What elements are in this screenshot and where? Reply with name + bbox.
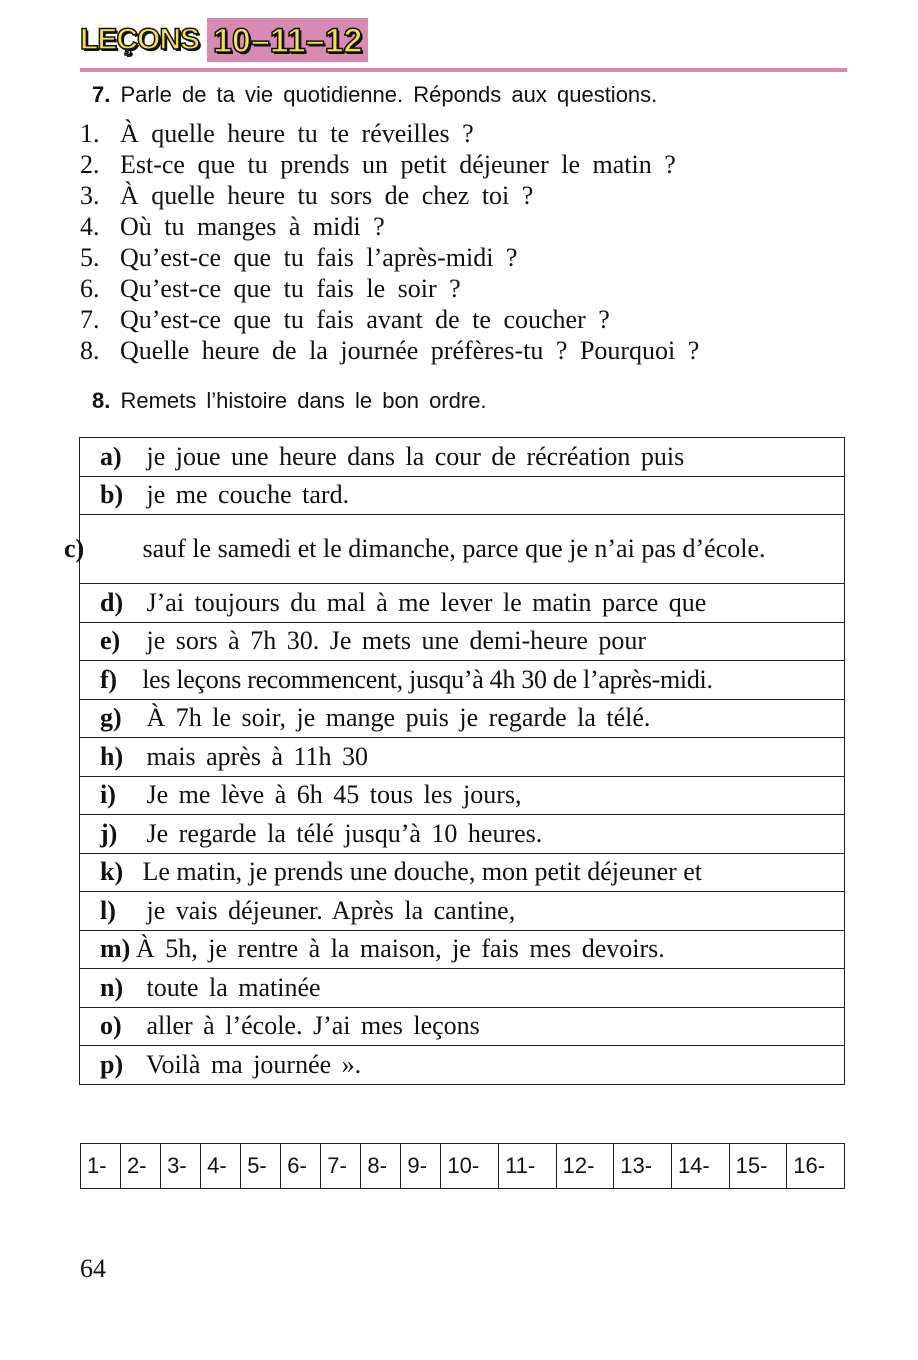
exercise-8-number: 8. bbox=[92, 388, 111, 413]
question-item bbox=[80, 273, 699, 304]
question-number: 6. bbox=[80, 274, 100, 303]
sentence-text: mais après à 11h 30 bbox=[146, 741, 369, 771]
lesson-numbers: 10–11–12 bbox=[207, 18, 368, 62]
sentence-label: o) bbox=[100, 1011, 122, 1041]
sentence-label: p) bbox=[100, 1049, 124, 1079]
question-text: Est-ce que tu prends un petit déjeuner le matin ? bbox=[120, 150, 676, 179]
sentence-label: j) bbox=[100, 818, 118, 848]
question-text: À quelle heure tu te réveilles ? bbox=[120, 119, 474, 148]
answer-slot[interactable]: 4- bbox=[201, 1144, 241, 1189]
table-row bbox=[80, 853, 845, 892]
answer-slot[interactable]: 14- bbox=[671, 1144, 729, 1189]
sentence-cell bbox=[80, 699, 845, 738]
page-number: 64 bbox=[80, 1254, 106, 1283]
question-number: 7. bbox=[80, 305, 100, 334]
answer-slot[interactable]: 8- bbox=[361, 1144, 401, 1189]
sentence-wrap bbox=[64, 534, 834, 564]
answer-slot[interactable]: 15- bbox=[729, 1144, 787, 1189]
sentence-text: Je regarde la télé jusqu’à 10 heures. bbox=[146, 818, 543, 848]
table-row bbox=[80, 699, 845, 738]
lesson-header bbox=[80, 16, 368, 64]
table-row bbox=[80, 438, 845, 477]
question-item bbox=[80, 242, 699, 273]
answer-slot[interactable]: 9- bbox=[401, 1144, 441, 1189]
answer-slot[interactable]: 10- bbox=[441, 1144, 499, 1189]
sentence-label: n) bbox=[100, 972, 124, 1002]
lessons-title: LEÇONS bbox=[80, 23, 200, 56]
sentence-label: a) bbox=[100, 441, 122, 471]
sentence-text: je joue une heure dans la cour de récréation puis bbox=[146, 441, 685, 471]
answer-slot[interactable]: 13- bbox=[614, 1144, 672, 1189]
answer-grid bbox=[80, 1143, 845, 1189]
answer-slot[interactable]: 11- bbox=[499, 1144, 557, 1189]
table-row bbox=[80, 738, 845, 777]
story-sentences-table bbox=[64, 437, 845, 1085]
question-text: À quelle heure tu sors de chez toi ? bbox=[120, 181, 534, 210]
sentence-label: k) bbox=[100, 857, 124, 887]
table-row bbox=[80, 661, 845, 700]
sentence-label: f) bbox=[100, 664, 117, 694]
sentence-label: e) bbox=[100, 626, 121, 656]
question-item bbox=[80, 211, 699, 242]
sentence-text: Le matin, je prends une douche, mon petit déjeuner et bbox=[142, 857, 703, 887]
sentence-text: Voilà ma journée ». bbox=[146, 1049, 362, 1079]
sentence-text: je sors à 7h 30. Je mets une demi-heure pour bbox=[146, 626, 647, 656]
table-row bbox=[80, 969, 845, 1008]
sentence-text: Je me lève à 6h 45 tous les jours, bbox=[146, 780, 522, 810]
table-row bbox=[80, 892, 845, 931]
table-row bbox=[80, 1007, 845, 1046]
question-item bbox=[80, 304, 699, 335]
answer-slot[interactable]: 3- bbox=[161, 1144, 201, 1189]
table-row bbox=[80, 776, 845, 815]
question-number: 1. bbox=[80, 119, 100, 148]
sentence-text: toute la matinée bbox=[146, 972, 321, 1002]
sentence-label: b) bbox=[100, 480, 124, 510]
answer-slot[interactable]: 2- bbox=[121, 1144, 161, 1189]
question-number: 8. bbox=[80, 336, 100, 365]
sentence-text: les leçons recommencent, jusqu’à 4h 30 de l’après-midi. bbox=[142, 664, 713, 694]
sentence-label: g) bbox=[100, 703, 122, 733]
exercise-8-text: Remets l’histoire dans le bon ordre. bbox=[120, 388, 487, 413]
table-row bbox=[80, 515, 845, 584]
sentence-cell bbox=[80, 438, 845, 477]
answer-slot[interactable]: 7- bbox=[321, 1144, 361, 1189]
question-text: Qu’est-ce que tu fais l’après-midi ? bbox=[120, 243, 518, 272]
table-row bbox=[80, 1046, 845, 1085]
sentence-cell bbox=[80, 969, 845, 1008]
question-number: 4. bbox=[80, 212, 100, 241]
sentence-cell bbox=[64, 515, 845, 584]
exercise-7-number: 7. bbox=[92, 82, 111, 107]
question-item bbox=[80, 149, 699, 180]
sentence-text: aller à l’école. J’ai mes leçons bbox=[146, 1011, 480, 1041]
answer-slot[interactable]: 1- bbox=[81, 1144, 121, 1189]
answer-slot[interactable]: 12- bbox=[556, 1144, 614, 1189]
answer-slot[interactable]: 16- bbox=[787, 1144, 845, 1189]
exercise-7-text: Parle de ta vie quotidienne. Réponds aux questions. bbox=[120, 82, 658, 107]
sentence-label: d) bbox=[100, 587, 124, 617]
sentence-cell bbox=[80, 853, 845, 892]
question-text: Où tu manges à midi ? bbox=[120, 212, 385, 241]
sentence-cell bbox=[80, 738, 845, 777]
sentence-label: c) bbox=[64, 534, 85, 563]
sentence-cell bbox=[80, 776, 845, 815]
sentence-cell bbox=[80, 892, 845, 931]
question-item bbox=[80, 180, 699, 211]
exercise-7-instruction bbox=[92, 82, 657, 108]
header-divider bbox=[80, 68, 847, 72]
question-list bbox=[80, 118, 699, 366]
sentence-text: À 7h le soir, je mange puis je regarde la télé. bbox=[146, 703, 651, 733]
sentence-cell bbox=[80, 476, 845, 515]
sentence-label: l) bbox=[100, 895, 116, 925]
answer-row bbox=[81, 1144, 845, 1189]
sentence-text: J’ai toujours du mal à me lever le matin parce que bbox=[146, 587, 707, 617]
table-row bbox=[80, 622, 845, 661]
question-number: 2. bbox=[80, 150, 100, 179]
question-text: Qu’est-ce que tu fais avant de te coucher ? bbox=[120, 305, 610, 334]
sentence-cell bbox=[80, 1007, 845, 1046]
sentence-label: m) bbox=[100, 934, 131, 964]
question-text: Qu’est-ce que tu fais le soir ? bbox=[120, 274, 461, 303]
sentence-label: h) bbox=[100, 741, 124, 771]
sentence-cell bbox=[80, 622, 845, 661]
sentence-cell bbox=[80, 661, 845, 700]
answer-slot[interactable]: 6- bbox=[281, 1144, 321, 1189]
question-item bbox=[80, 335, 699, 366]
sentence-text: je vais déjeuner. Après la cantine, bbox=[146, 895, 516, 925]
table-row bbox=[80, 930, 845, 969]
sentence-text: sauf le samedi et le dimanche, parce que je n’ai pas d’école. bbox=[142, 534, 766, 563]
table-row bbox=[80, 476, 845, 515]
question-text: Quelle heure de la journée préfères-tu ? Pourquoi ? bbox=[120, 336, 700, 365]
sentence-text: je me couche tard. bbox=[146, 480, 350, 510]
sentence-label: i) bbox=[100, 780, 116, 810]
sentence-cell bbox=[80, 1046, 845, 1085]
sentence-cell bbox=[80, 930, 845, 969]
exercise-8-instruction bbox=[92, 388, 487, 414]
question-number: 3. bbox=[80, 181, 100, 210]
sentence-text: À 5h, je rentre à la maison, je fais mes devoirs. bbox=[136, 934, 665, 964]
question-number: 5. bbox=[80, 243, 100, 272]
table-row bbox=[80, 815, 845, 854]
sentence-cell bbox=[80, 584, 845, 623]
answer-slot[interactable]: 5- bbox=[241, 1144, 281, 1189]
question-item bbox=[80, 118, 699, 149]
sentence-cell bbox=[80, 815, 845, 854]
table-row bbox=[80, 584, 845, 623]
